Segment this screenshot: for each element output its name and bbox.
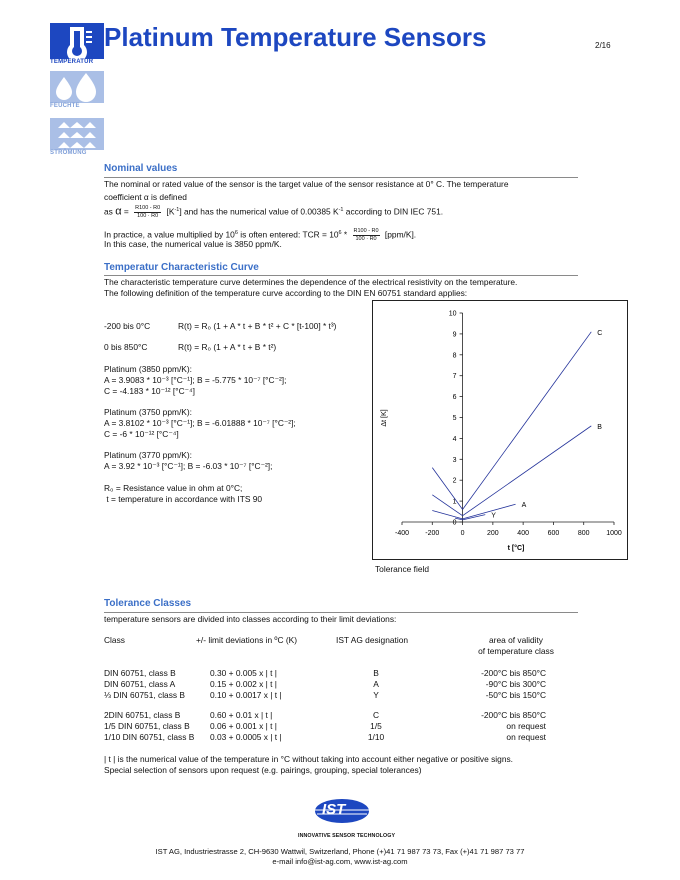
- y-tick-label: 7: [452, 373, 457, 381]
- section-divider: [104, 612, 578, 613]
- chart-caption: Tolerance field: [375, 564, 430, 574]
- y-tick-label: 10: [448, 310, 457, 318]
- footer-email: e-mail info@ist-ag.com, www.ist-ag.com: [272, 857, 408, 866]
- tolerance-deviation: 0.15 + 0.002 x | t |: [210, 679, 277, 689]
- tolerance-designation: Y: [373, 690, 379, 700]
- pt3850-title: Platinum (3850 ppm/K):: [104, 364, 192, 374]
- r0-definition: R₀ = Resistance value in ohm at 0°C;: [104, 483, 243, 493]
- range-label-positive: 0 bis 850°C: [104, 342, 148, 352]
- tolerance-designation: C: [372, 710, 380, 720]
- tcr-denominator: 100 · R0: [355, 236, 377, 242]
- col-header-class: Class: [104, 635, 125, 645]
- series-label-y: Y: [491, 512, 496, 520]
- tolerance-designation: A: [373, 679, 379, 689]
- unit-prefix: [K: [166, 206, 175, 217]
- tolerance-class-name: ⅓ DIN 60751, class B: [104, 690, 185, 700]
- value-text: according to DIN IEC 751.: [343, 206, 444, 217]
- series-line-b: [432, 495, 462, 516]
- tolerance-note-1: | t | is the numerical value of the temperature in °C without taking into account either negative or positive signs.: [104, 754, 513, 764]
- tolerance-deviation: 0.03 + 0.0005 x | t |: [210, 732, 282, 742]
- unit-exponent: -1: [174, 206, 180, 213]
- y-tick-label: 4: [452, 435, 457, 443]
- page-number: 2/16: [595, 41, 611, 50]
- section-divider: [104, 177, 578, 178]
- curve-text-line1: The characteristic temperature curve determines the dependence of the electrical resistivity on the temperature.: [104, 277, 518, 287]
- series-line-a: [463, 504, 516, 519]
- as-label: as: [104, 206, 113, 217]
- y-tick-label: 0: [452, 519, 457, 527]
- pt3770-ab: A = 3.92 * 10⁻³ [°C⁻¹]; B = -6.03 * 10⁻⁷ [°C⁻²];: [104, 461, 273, 471]
- logo-caption-stroemung: STRÖMUNG: [50, 150, 87, 156]
- tolerance-designation: 1/5: [370, 721, 382, 731]
- tolerance-note-2: Special selection of sensors upon request (e.g. pairings, grouping, special tolerances): [104, 765, 422, 775]
- practice-pre: In practice, a value multiplied by 10: [104, 229, 235, 240]
- pt3750-title: Platinum (3750 ppm/K):: [104, 407, 192, 417]
- alpha-symbol: α: [115, 205, 122, 218]
- series-label-a: A: [521, 502, 527, 510]
- series-line-b: [463, 426, 592, 516]
- tolerance-intro: temperature sensors are divided into classes according to their limit deviations:: [104, 614, 397, 624]
- droplet-logo-icon: [50, 71, 104, 103]
- practice-star: *: [341, 229, 348, 240]
- ist-logo-text: IST: [322, 801, 346, 818]
- tolerance-area: -50°C bis 150°C: [485, 690, 546, 700]
- tolerance-deviation: 0.10 + 0.0017 x | t |: [210, 690, 282, 700]
- practice-exponent: 6: [234, 229, 238, 236]
- y-tick-label: 8: [452, 352, 457, 360]
- flow-logo-icon: [50, 118, 104, 150]
- tolerance-area: -200°C bis 850°C: [481, 668, 546, 678]
- series-label-b: B: [597, 423, 602, 431]
- tolerance-area: on request: [506, 732, 546, 742]
- x-tick-label: 0: [460, 530, 465, 537]
- value-exponent: -1: [338, 206, 344, 213]
- tolerance-deviation: 0.06 + 0.001 x | t |: [210, 721, 277, 731]
- x-tick-label: 1000: [606, 530, 622, 537]
- fraction-denominator: 100 · R0: [137, 213, 159, 219]
- alpha-definition: [104, 205, 443, 220]
- tolerance-area: -90°C bis 300°C: [485, 679, 546, 689]
- series-line-a: [432, 511, 462, 519]
- series-label-c: C: [597, 329, 603, 337]
- y-tick-label: 6: [452, 394, 457, 402]
- tolerance-deviation: 0.30 + 0.005 x | t |: [210, 668, 277, 678]
- practice-text-2: In this case, the numerical value is 3850 ppm/K.: [104, 239, 282, 249]
- y-tick-label: 1: [452, 498, 457, 506]
- x-tick-label: -400: [394, 530, 410, 537]
- y-tick-label: 3: [452, 456, 457, 464]
- footer-address: IST AG, Industriestrasse 2, CH-9630 Wattwil, Switzerland, Phone (+)41 71 987 73 73, Fax (+)41 71 987 73 77: [155, 847, 525, 856]
- tolerance-class-name: 1/5 DIN 60751, class B: [104, 721, 190, 731]
- col-header-area-2: of temperature class: [478, 646, 554, 656]
- equals-sign: =: [123, 206, 129, 217]
- col-header-area-1: area of validity: [489, 635, 543, 645]
- section-heading-tolerance: Tolerance Classes: [104, 598, 192, 609]
- pt3850-ab: A = 3.9083 * 10⁻³ [°C⁻¹]; B = -5.775 * 10⁻⁷ [°C⁻²];: [104, 375, 287, 385]
- series-line-c: [432, 468, 462, 510]
- practice-exponent2: 6: [338, 229, 342, 236]
- logo-caption-feuchte: FEUCHTE: [50, 103, 80, 109]
- tolerance-deviation: 0.60 + 0.01 x | t |: [210, 710, 273, 720]
- x-tick-label: 800: [577, 530, 590, 537]
- y-axis-label: Δt [K]: [381, 409, 388, 427]
- formula-positive: R(t) = R₀ (1 + A * t + B * t²): [178, 342, 277, 352]
- y-tick-label: 9: [452, 331, 457, 339]
- pt3770-title: Platinum (3770 ppm/K):: [104, 450, 192, 460]
- tcr-numerator: R100 - R0: [353, 228, 379, 234]
- x-axis-label: t [°C]: [507, 545, 525, 552]
- page-title: Platinum Temperature Sensors: [104, 22, 487, 52]
- tolerance-chart: [372, 300, 628, 560]
- section-divider: [104, 275, 578, 276]
- x-tick-label: 400: [517, 530, 529, 537]
- footer-tagline: INNOVATIVE SENSOR TECHNOLOGY: [298, 833, 396, 839]
- thermometer-logo-icon: [50, 23, 104, 59]
- x-tick-label: -200: [425, 530, 440, 537]
- practice-unit: [ppm/K].: [384, 229, 417, 240]
- alpha-fraction: [134, 205, 161, 220]
- tolerance-class-name: DIN 60751, class B: [104, 668, 176, 678]
- col-header-designation: IST AG designation: [336, 635, 409, 645]
- t-definition: t = temperature in accordance with ITS 90: [104, 494, 263, 504]
- col-header-deviation: +/- limit deviations in ºC (K): [196, 635, 298, 645]
- range-label-negative: -200 bis 0°C: [104, 321, 151, 331]
- x-tick-label: 600: [547, 530, 560, 537]
- fraction-numerator: R100 - R0: [135, 205, 161, 211]
- x-tick-label: 200: [487, 530, 499, 537]
- nominal-text-line1: The nominal or rated value of the sensor is the target value of the sensor resistance at 0° C. The temperature: [104, 179, 509, 189]
- section-heading-nominal: Nominal values: [104, 163, 178, 174]
- pt3750-c: C = -6 * 10⁻¹² [°C⁻⁴]: [104, 429, 179, 439]
- tolerance-area: on request: [506, 721, 546, 731]
- formula-negative: R(t) = R₀ (1 + A * t + B * t² + C * [t-100] * t³): [178, 321, 337, 331]
- tolerance-class-name: 1/10 DIN 60751, class B: [104, 732, 195, 742]
- unit-text: ] and has the numerical value of 0.00385 K: [179, 206, 339, 217]
- logo-caption-temperatur: TEMPERATUR: [50, 59, 94, 65]
- pt3750-ab: A = 3.8102 * 10⁻³ [°C⁻¹]; B = -6.01888 * 10⁻⁷ [°C⁻²];: [104, 418, 296, 428]
- y-tick-label: 5: [452, 415, 457, 422]
- nominal-text-line2: coefficient α is defined: [104, 192, 187, 202]
- practice-mid: is often entered: TCR = 10: [237, 229, 339, 240]
- section-heading-curve: Temperatur Characteristic Curve: [104, 262, 259, 273]
- tolerance-class-name: 2DIN 60751, class B: [104, 710, 181, 720]
- tolerance-area: -200°C bis 850°C: [481, 710, 546, 720]
- series-line-c: [463, 332, 592, 510]
- tolerance-designation: B: [373, 668, 379, 678]
- tolerance-class-name: DIN 60751, class A: [104, 679, 176, 689]
- tolerance-designation: 1/10: [367, 732, 385, 742]
- curve-text-line2: The following definition of the temperature curve according to the DIN EN 60751 standard applies:: [104, 288, 468, 298]
- y-tick-label: 2: [452, 477, 457, 485]
- tcr-fraction: [353, 228, 380, 243]
- pt3850-c: C = -4.183 * 10⁻¹² [°C⁻⁴]: [104, 386, 195, 396]
